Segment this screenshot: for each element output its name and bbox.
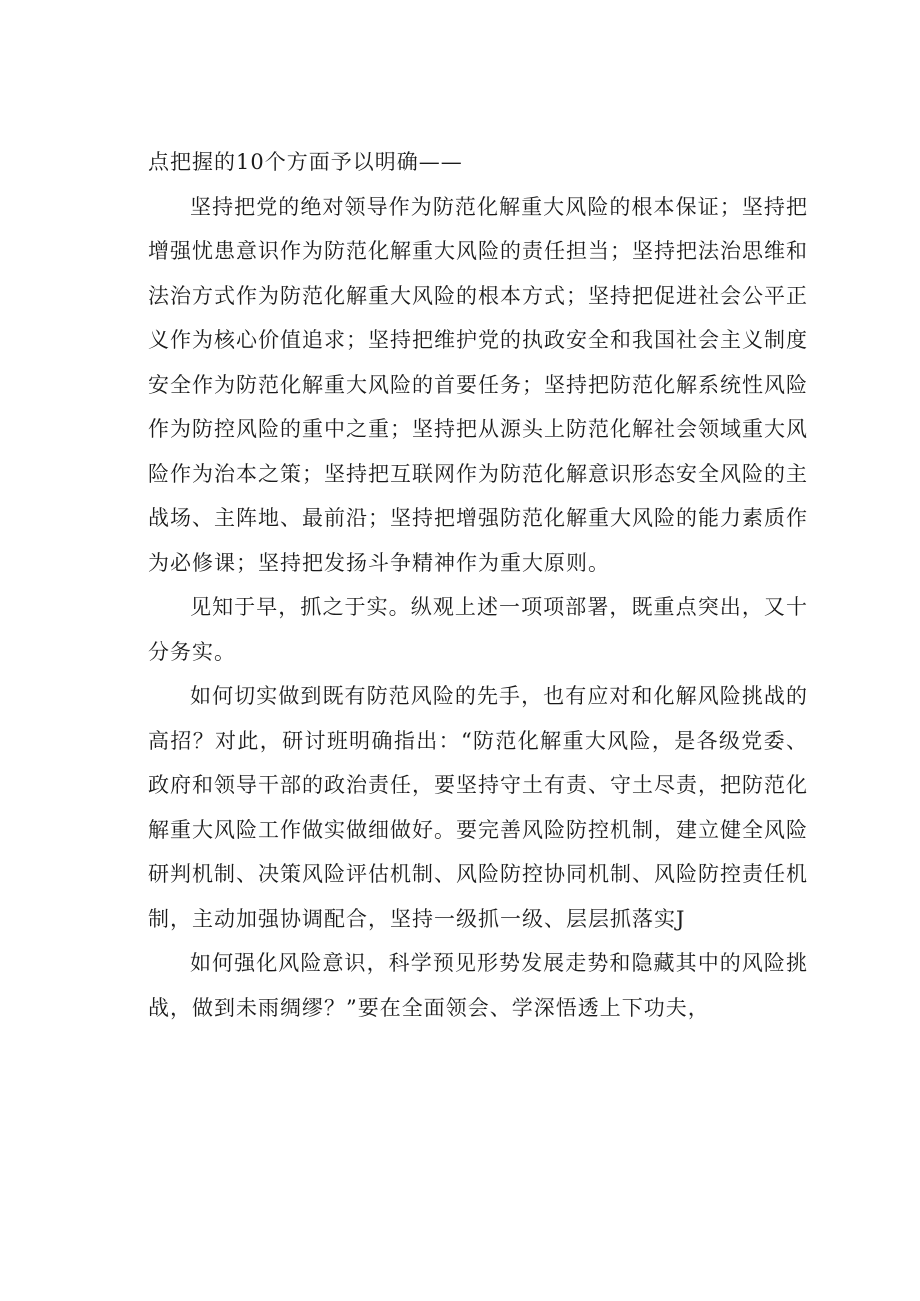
- paragraph-risk-awareness: 如何强化风险意识，科学预见形势发展走势和隐藏其中的风险挑战，做到未雨绸缪？”要在全面领会、学深悟透上下功夫，: [148, 951, 808, 1020]
- document-body: [148, 140, 808, 1030]
- paragraph-risk-mechanisms: 如何切实做到既有防范风险的先手，也有应对和化解风险挑战的高招？对此，研讨班明确指出：“防范化解重大风险，是各级党委、政府和领导干部的政治责任，要坚持守土有责、守土尽责，把防范化解重大风险工作做实做细做好。要完善风险防控机制，建立健全风险研判机制、决策风险评估机制、风险防控协同机制、风险防控责任机制，主动加强协调配合，坚持一级抓一级、层层抓落实J: [148, 684, 808, 931]
- paragraph-ten-principles: 坚持把党的绝对领导作为防范化解重大风险的根本保证；坚持把增强忧患意识作为防范化解重大风险的责任担当；坚持把法治思维和法治方式作为防范化解重大风险的根本方式；坚持把促进社会公平正义作为核心价值追求；坚持把维护党的执政安全和我国社会主义制度安全作为防范化解重大风险的首要任务；坚持把防范化解系统性风险作为防控风险的重中之重；坚持把从源头上防范化解社会领域重大风险作为治本之策；坚持把互联网作为防范化解意识形态安全风险的主战场、主阵地、最前沿；坚持把增强防范化解重大风险的能力素质作为必修课；坚持把发扬斗争精神作为重大原则。: [148, 194, 808, 575]
- paragraph-summary: 见知于早，抓之于实。纵观上述一项项部署，既重点突出，又十分务实。: [148, 595, 808, 664]
- paragraph-intro-line: 点把握的10个方面予以明确——: [148, 150, 463, 174]
